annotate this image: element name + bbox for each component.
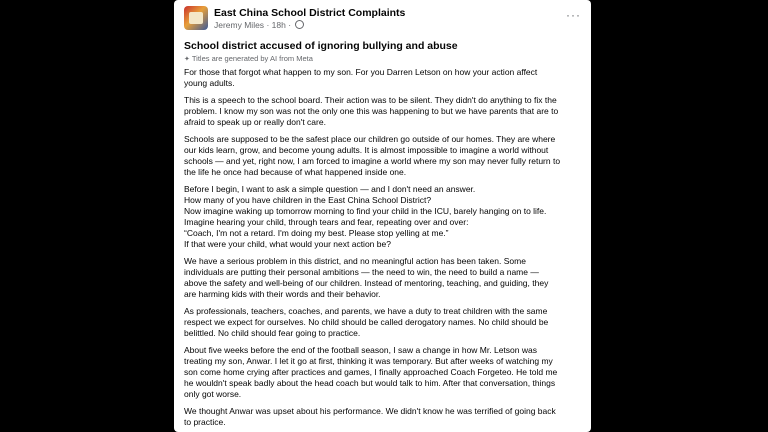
post-paragraph [184,134,584,178]
post-text-line: young adults. [184,78,235,88]
group-name[interactable]: East China School District Complaints [214,7,406,19]
post-text-line: only got worse. [184,389,242,399]
post-paragraph [184,256,584,300]
post-text-line: afraid to speak up or really don't care. [184,117,326,127]
post-text-line: Imagine hearing your child, through tears and fear, repeating over and over: [184,217,469,227]
post-text-line: Before I begin, I want to ask a simple question — and I don't need an answer. [184,184,476,194]
post-text-line: For those that forgot what happen to my son. For you Darren Letson on how your action affect [184,67,538,77]
post-paragraph [184,406,584,428]
post-text-line: How many of you have children in the East China School District? [184,195,432,205]
post-text-line: schools — and yet, right now, I am forced to imagine a world where my son may never fully return to [184,156,561,166]
post-text-line: belittled. No child should fear going to practice. [184,328,361,338]
post-text-line: are harming kids with their words and their behavior. [184,289,381,299]
post-text-line: As professionals, teachers, coaches, and parents, we have a duty to treat children with the same [184,306,548,316]
facebook-post [174,0,591,432]
post-text-line: We thought Anwar was upset about his performance. We didn't know he was terrified of going back [184,406,556,416]
author-name[interactable]: Jeremy Miles [214,20,265,30]
post-text-line: This is a speech to the school board. Their action was to be silent. They didn't do anything to fix the [184,95,557,105]
post-paragraph [184,306,584,339]
post-paragraph [184,67,584,89]
post-text-line: Now imagine waking up tomorrow morning to find your child in the ICU, barely hanging on to life. [184,206,547,216]
post-text-line: “Coach, I'm not a retard. I'm doing my best. Please stop yelling at me.” [184,228,449,238]
post-text-line: problem. I know my son was not the only one this was happening to but we have parents that are to [184,106,559,116]
post-paragraph [184,95,584,128]
post-text-line: son come home crying after practices and games, I finally approached Coach Forgeteo. He told me [184,367,558,377]
globe-icon [295,20,304,29]
post-text-line: the life he once had because of what happened inside one. [184,167,407,177]
post-text-line: to practice. [184,417,226,427]
post-header [184,6,581,32]
post-time[interactable]: 18h [271,20,286,30]
post-title: School district accused of ignoring bullying and abuse [184,40,458,52]
post-text-line: he wouldn't speak badly about the head coach but would talk to him. After that conversation, things [184,378,556,388]
post-text-line: respect we expect for ourselves. No child should be called derogatory names. No child should be [184,317,549,327]
ai-sparkle-icon: ✦ [184,56,190,63]
post-text-line: About five weeks before the end of the football season, I saw a change in how Mr. Letson was [184,345,537,355]
post-text-line: We have a serious problem in this district, and no meaningful action has been taken. Some [184,256,526,266]
post-paragraph [184,345,584,400]
group-avatar[interactable] [184,6,208,30]
post-text-line: individuals are putting their personal ambitions — the need to win, the need to build a name — [184,267,539,277]
post-text-line: If that were your child, what would your next action be? [184,239,391,249]
more-options-icon[interactable]: ··· [566,8,581,22]
post-text-line: treating my son, Anwar. I let it go at first, thinking it was temporary. But after weeks of watching my [184,356,553,366]
post-text-line: our kids learn, grow, and become young adults. It is almost impossible to imagine a world without [184,145,549,155]
ai-title-note: ✦ Titles are generated by AI from Meta [184,54,313,63]
post-paragraph [184,184,584,250]
post-meta: Jeremy Miles · 18h · [214,20,304,30]
post-body [184,67,584,432]
post-text-line: above the safety and well-being of our children. Instead of mentoring, teaching, and guiding, they [184,278,549,288]
post-text-line: Schools are supposed to be the safest place our children go outside of our homes. They are where [184,134,556,144]
